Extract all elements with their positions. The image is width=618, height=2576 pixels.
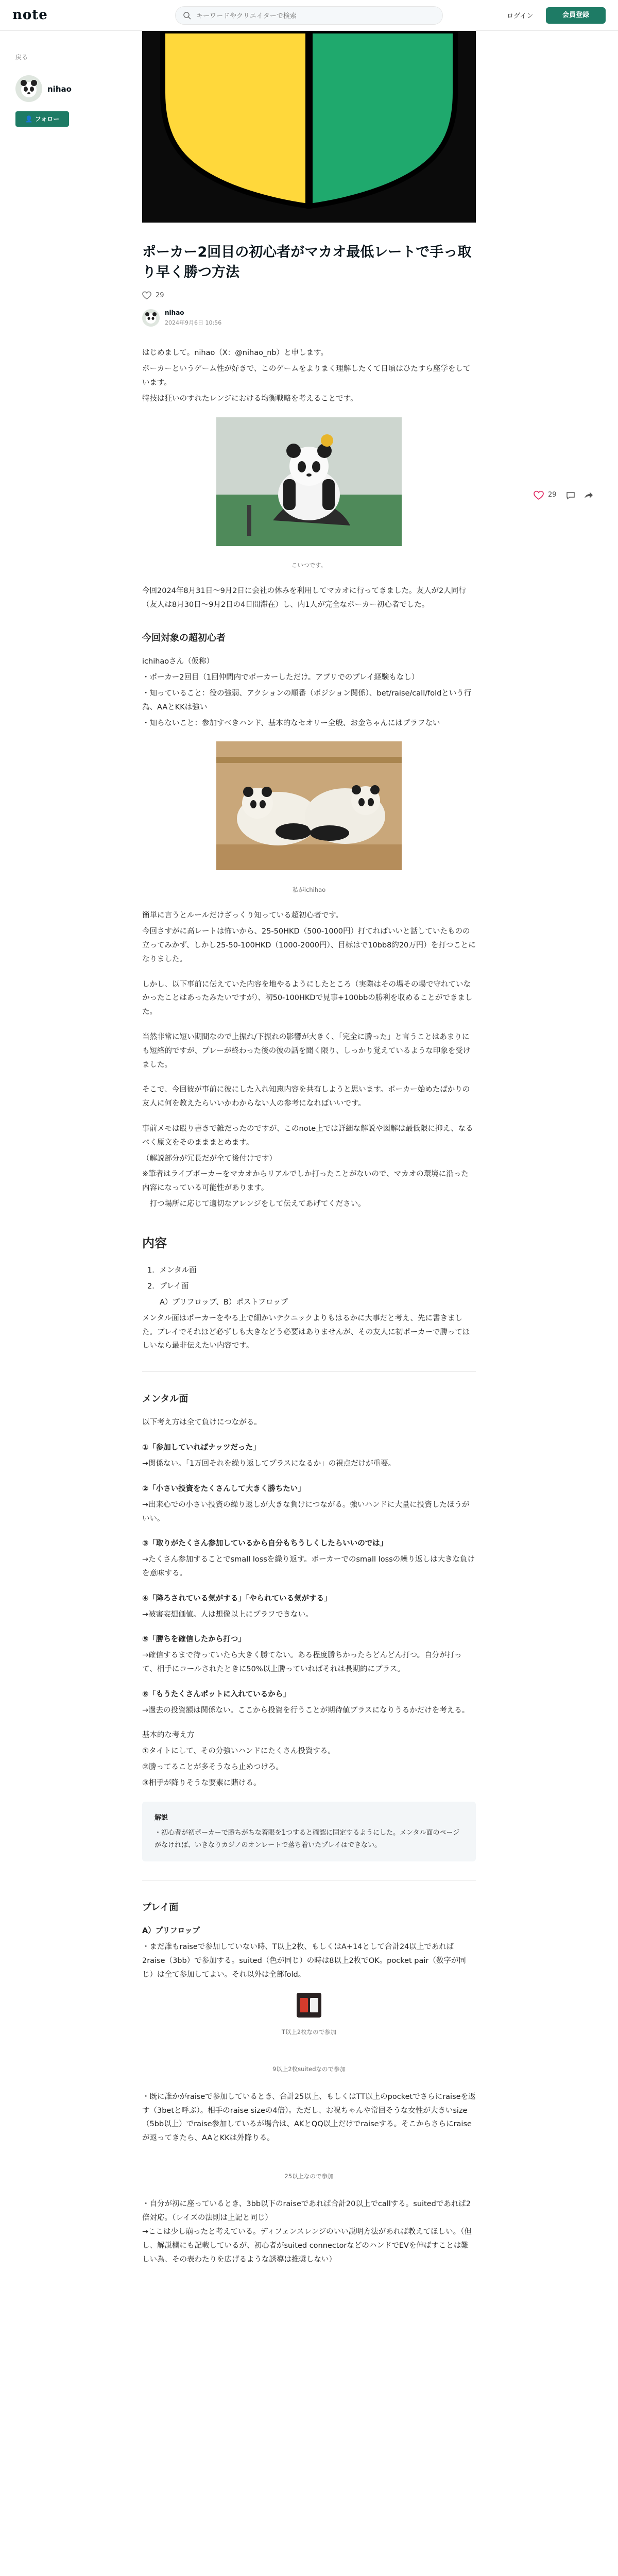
top-header	[0, 0, 618, 31]
author-name[interactable]: nihao	[165, 309, 184, 317]
paragraph: （解説部分が冗長だが全て後付けです）	[142, 1154, 277, 1163]
mental-text: →たくさん参加することでsmall lossを繰り返す。ポーカーでのsmall lossの繰り返しは大きな負けを意味する。	[142, 1555, 475, 1578]
card-logo-image	[142, 1993, 476, 2038]
mental-heading: ③「取りがたくさん参加しているから自分もちうしくしたらいいのでは」	[142, 1539, 388, 1548]
publish-date: 2024年9月6日 10:56	[165, 319, 222, 327]
follow-icon: 👤	[25, 115, 35, 123]
mental-text: →過去の投資額は関係ない。ここから投資を行うことが期待値プラスになりうるかだけを考える。	[142, 1706, 470, 1715]
author-avatar[interactable]	[142, 309, 160, 327]
mental-heading: ②「小さい投資をたくさんして大きく勝ちたい」	[142, 1484, 305, 1493]
paragraph: 打つ場所に応じて適切なアレンジをして伝えてあげてください。	[142, 1200, 366, 1209]
section-heading-mental: メンタル面	[142, 1394, 188, 1405]
paragraph: 以下考え方は全て負けにつながる。	[142, 1418, 262, 1427]
figure-caption: 25以上なので参加	[284, 2173, 334, 2180]
sidebar-author-name[interactable]: nihao	[47, 84, 72, 94]
signup-button[interactable]: 会員登録	[546, 7, 606, 24]
figure-panda-toy	[142, 417, 476, 571]
pandas-image	[216, 741, 402, 875]
comment-icon[interactable]	[565, 490, 576, 501]
paragraph: メンタル面はポーカーをやる上で細かいテクニックよりもはるかに大事だと考え、先に書きました。プレイでそれほど必ずしも大きなどう必要はありませんが、その友人に初ポーカーで勝ってほしいなら最非伝えたい内容です。	[142, 1314, 470, 1350]
article-body	[142, 346, 476, 2266]
avatar[interactable]	[15, 75, 42, 102]
target-line: ・知らないこと：参加すべきハンド、基本的なセオリー全般、お金ちゃんにはプラフない	[142, 719, 440, 727]
follow-button[interactable]	[15, 111, 69, 127]
figure-caption: 私がichihao	[292, 886, 326, 894]
article	[142, 242, 476, 2278]
paragraph: しかし、以下事前に伝えていた内容を地やるようにしたところ（実際はその場その場で守れていなかったことはあったみたいですが）、初50-100HKDで見事+100bbの勝利を収めることができました。	[142, 980, 473, 1016]
note-logo[interactable]: note	[12, 7, 48, 23]
paragraph: そこで、今回彼が事前に彼にした入れ知恵内容を共有しようと思います。ポーカー始めたばかりの友人に何を教えたらいいかわからない人の参考になればいいです。	[142, 1086, 470, 1108]
hero-image	[142, 31, 476, 223]
mental-text: →出来心での小さい投資の繰り返しが大きな負けにつながる。強いハンドに大量に投資したほうがいい。	[142, 1500, 470, 1523]
paragraph: 今回2024年8月31日〜9月2日に会社の休みを利用してマカオに行ってきました。友人が2人同行（友人は8月30日〜9月2日の4日間滞在）し、内1人が完全なポーカー初心者でした。	[142, 587, 466, 609]
like-icon[interactable]	[534, 490, 544, 501]
like-icon[interactable]	[142, 291, 151, 300]
paragraph: ※筆者はライブポーカーをマカオからリアルでしか打ったことがないので、マカオの環境に沿った内容になっている可能性があります。	[142, 1170, 469, 1193]
intro-line: はじめまして。nihao（X：@nihao_nb）と申します。	[142, 349, 328, 358]
toc-item[interactable]: 2．プレイ面	[147, 1282, 189, 1291]
search-input[interactable]	[196, 7, 438, 24]
basic-item: ②勝ってることが多そうなら止めつけろ。	[142, 1763, 283, 1772]
figure-caption: T以上2枚なので参加	[281, 2028, 337, 2036]
paragraph: 当然非常に短い期間なので上振れ/下振れの影響が大きく、「完全に勝った」と言うことはあまりにも短絡的ですが、プレーが終わった後の彼の話を聞く限り、しっかり覚えているような印象を受けました。	[142, 1032, 471, 1069]
mental-heading: ④「降ろされている気がする」「やられている気がする」	[142, 1594, 332, 1603]
like-count: 29	[156, 292, 164, 300]
search-icon	[183, 11, 191, 20]
toc-item[interactable]: 1．メンタル面	[147, 1266, 197, 1275]
mental-text: →確信するまで待っていたら大きく勝てない。ある程度勝ちかったらどんどん打つ。自分が打って、相手にコールされたときに50%以上勝っていればそれは長期的にプラス。	[142, 1651, 462, 1674]
mental-heading: ⑥「もうたくさんポットに入れているから」	[142, 1690, 290, 1699]
intro-line: 特技は狂いのすれたレンジにおける均衡戦略を考えることです。	[142, 394, 358, 403]
mental-text: →関係ない。「1万回それを繰り返してプラスになるか」の視点だけが重要。	[142, 1460, 396, 1468]
section-heading-toc: 内容	[142, 1235, 167, 1250]
paragraph: 事前メモは殴り書きで雑だったのですが、このnote上では詳細な解説や図解は最低限に抑え、なるべく原文をそのまままとめます。	[142, 1125, 473, 1147]
section-heading-play: プレイ面	[142, 1902, 179, 1913]
target-line: ・知っていること：役の強弱、アクションの順番（ポジション関係）、bet/raise/call/foldという行為、AAとKKは強い	[142, 689, 472, 711]
subheading-preflop: A）プリフロップ	[142, 1927, 200, 1936]
paragraph: ・自分が初に座っているとき、3bb以下のraiseであれば合計20以上でcallする。suitedであれば2倍対応。（レイズの法則は上記と同じ） →ここは少し崩ったと考えている。ディフェンスレンジのいい説明方法があれば教えてほしい。（但し、解説欄にも記載しているが、初心者がsuited connectorなどのハンドでEVを伸ばすことは難しい為、その表わたりを広げるような誘導は推奨しない）	[142, 2200, 472, 2264]
login-link[interactable]: ログイン	[507, 12, 534, 20]
follow-label: フォロー	[35, 115, 60, 123]
basic-item: ①タイトにして、その分強いハンドにたくさん投資する。	[142, 1747, 335, 1756]
intro-line: ポーカーというゲーム性が好きで、このゲームをよりまく理解したくて日頃はひたすら座学をしています。	[142, 365, 471, 387]
like-count: 29	[548, 491, 557, 499]
basic-item: ③相手が降りそうな要素に賭ける。	[142, 1778, 261, 1787]
mental-heading: ①「参加していればナッツだった」	[142, 1444, 261, 1452]
mental-text: →被害妄想価値。人は想像以上にプラフできない。	[142, 1610, 313, 1619]
figure-pandas	[142, 741, 476, 895]
panda-toy-image	[216, 417, 402, 551]
back-link[interactable]: 戻る	[15, 54, 28, 61]
target-line: ichihaoさん（仮称）	[142, 657, 214, 666]
explanation-title: 解説	[154, 1814, 168, 1822]
divider	[142, 1371, 476, 1372]
paragraph: ・既に誰かがraiseで参加しているとき、合計25以上、もしくはTT以上のpocketでさらにraiseを返す（3betと呼ぶ）。相手のraise sizeの4倍）。ただし、お祝ちゃんや常回そうな女性が大きいsize（5bb以上）でraise参加しているが場合は、AKとQQ以上だけでraiseする。そこからさらにraiseが返ってきたら、AAとKKは外降りる。	[142, 2092, 476, 2143]
article-title: ポーカー2回目の初心者がマカオ最低レートで手っ取り早く勝つ方法	[142, 244, 472, 281]
toc-item[interactable]: A）プリフロップ、B）ポストフロップ	[160, 1298, 288, 1307]
share-icon[interactable]	[583, 490, 593, 501]
paragraph: 今回さすがに高レートは怖いから、25-50HKD（500-1000円）打てればいいと話していたものの立ってみかず、しかし25-50-100HKD（1000-2000円）、目标はで10bb8約20万円）を打つことになりました。	[142, 927, 476, 963]
author-block[interactable]	[142, 308, 476, 329]
article-likes	[142, 291, 476, 302]
figure-caption: こいつです。	[291, 562, 327, 569]
paragraph: ・まだ誰もraiseで参加していない時、T以上2枚、もしくはA+14として合計24以上であれば2raise（3bb）で参加する。suited（色が同じ）の時は8以上2枚でOK。pocket pair（数字が同じ）は全て参加してよい。それ以外は全部fold。	[142, 1943, 466, 1979]
section-heading-target: 今回対象の超初心者	[142, 633, 226, 644]
explanation-text: ・初心者が初ポーカーで勝ちがちな着眼を1つすると確認に固定するようにした。メンタル面のページがなければ、いきなりカジノのオンレートで落ち着いたプレイはできない。	[154, 1829, 460, 1849]
mental-heading: ⑤「勝ちを確信したから打つ」	[142, 1635, 246, 1644]
target-line: ・ポーカー2回目（1回仲間内でポーカーしただけ。アプリでのプレイ経験もなし）	[142, 673, 419, 682]
basic-title: 基本的な考え方	[142, 1731, 195, 1740]
paragraph: 簡単に言うとルールだけざっくり知っている超初心者です。	[142, 911, 344, 920]
explanation-box	[142, 1802, 476, 1861]
figure-caption: 9以上2枚suitedなので参加	[272, 2065, 346, 2073]
floating-actions	[534, 489, 600, 502]
search-box[interactable]	[175, 6, 443, 25]
